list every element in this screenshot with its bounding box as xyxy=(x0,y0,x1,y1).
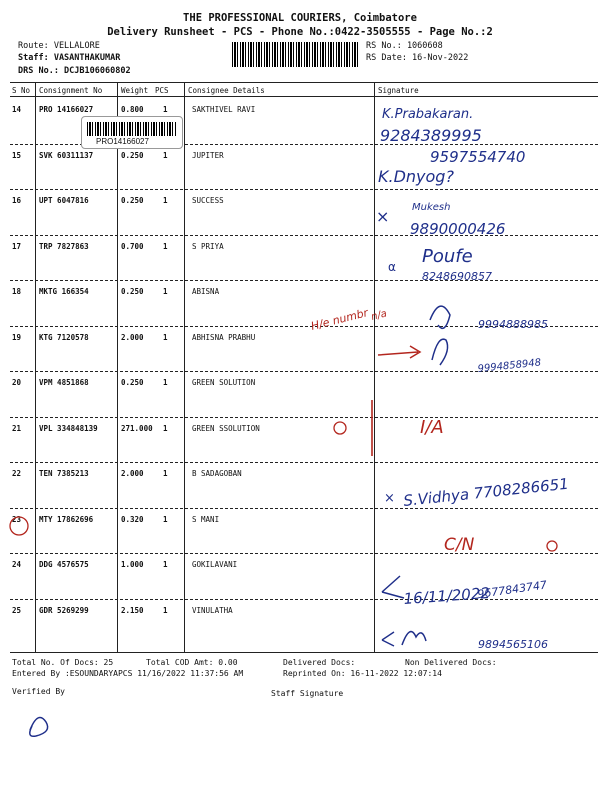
row-sno: 24 xyxy=(12,560,22,569)
row-consignment: TEN 7385213 xyxy=(39,469,89,478)
row-consignee: GOKILAVANI xyxy=(192,560,238,569)
row-consignee: JUPITER xyxy=(192,150,224,160)
row-pcs: 1 xyxy=(163,378,168,387)
hw-row22-cross: × xyxy=(384,491,395,506)
entered-by: Entered By :ESOUNDARYAPCS 11/16/2022 11:37:56 AM xyxy=(12,669,244,678)
hw-row24-phone: 9677843747 xyxy=(476,578,548,601)
hw-row24-mark xyxy=(382,576,404,598)
row-weight: 0.320 xyxy=(121,514,144,524)
hw-alpha-mark: α xyxy=(388,260,396,274)
row-pcs: 1 xyxy=(163,332,168,342)
row-consignment: KTG 7120578 xyxy=(39,332,89,342)
hw-row17-sign: Poufe xyxy=(422,246,473,267)
verified-by-label: Verified By xyxy=(12,687,65,696)
row-consignee: B SADAGOBAN xyxy=(192,469,242,478)
row-weight: 271.000 xyxy=(121,423,153,433)
total-cod: Total COD Amt: 0.00 xyxy=(146,658,238,667)
hw-row18-scribble xyxy=(430,306,450,328)
row-pcs: 1 xyxy=(163,514,168,524)
hw-red-circle-mark xyxy=(547,541,557,551)
row-sno: 20 xyxy=(12,378,22,387)
row-pcs: 1 xyxy=(163,560,168,569)
company-title: THE PROFESSIONAL COURIERS, Coimbatore xyxy=(183,12,417,24)
row-consignment: SVK 60311137 xyxy=(39,150,94,160)
row-pcs: 1 xyxy=(163,105,168,114)
delivered-docs: Delivered Docs: xyxy=(283,658,356,667)
row-sno: 17 xyxy=(12,241,22,251)
hw-row23-circle xyxy=(10,514,28,535)
row-consignee: S MANI xyxy=(192,514,220,524)
row-consignment: UPT 6047816 xyxy=(39,196,89,205)
hw-row19-sign xyxy=(432,339,448,365)
hw-row21-note: I/A xyxy=(420,417,444,438)
reprinted-on: Reprinted On: 16-11-2022 12:07:14 xyxy=(283,669,442,678)
row-consignment: MKTG 166354 xyxy=(39,287,89,296)
staff-signature-label: Staff Signature xyxy=(271,689,344,698)
row-pcs: 1 xyxy=(163,605,168,615)
row-consignee: GREEN SSOLUTION xyxy=(192,423,260,433)
col-sno: S No xyxy=(12,86,31,95)
table-bottom-rule xyxy=(10,652,598,653)
rs-number: RS No.: 1060608 xyxy=(366,41,443,51)
row-weight: 2.000 xyxy=(121,469,144,478)
row-pcs: 1 xyxy=(163,196,168,205)
row-weight: 1.000 xyxy=(121,560,144,569)
hw-row24-date: 16/11/2022 xyxy=(403,584,491,608)
row-consignment: PRO 14166027 xyxy=(39,105,94,114)
hw-row19-phone-a: 9994888985 xyxy=(478,318,548,331)
row-weight: 2.150 xyxy=(121,605,144,615)
runsheet-subtitle: Delivery Runsheet - PCS - Phone No.:0422-3505555 - Page No.:2 xyxy=(107,26,493,38)
row-weight: 0.700 xyxy=(121,241,144,251)
row-sno: 16 xyxy=(12,196,22,205)
row-consignment: GDR 5269299 xyxy=(39,605,89,615)
hw-row22-sign: S.Vidhya 7708286651 xyxy=(402,474,570,510)
row-consignee: S PRIYA xyxy=(192,241,224,251)
row-consignment: VPL 334848139 xyxy=(39,423,98,433)
row-consignee: VINULATHA xyxy=(192,605,233,615)
row-consignee: SUCCESS xyxy=(192,196,224,205)
row-sno: 18 xyxy=(12,287,22,296)
hw-cross-mark: × xyxy=(376,207,390,226)
row-sno: 23 xyxy=(12,514,22,524)
row-consignee: ABHISNA PRABHU xyxy=(192,332,256,342)
row-consignee: ABISNA xyxy=(192,287,220,296)
row-weight: 2.000 xyxy=(121,332,144,342)
verified-by-signature xyxy=(30,718,48,737)
row-consignment: TRP 7827863 xyxy=(39,241,89,251)
hw-row16-phone: 9890000426 xyxy=(410,220,506,238)
hw-red-circle-mark xyxy=(334,422,346,434)
hw-row25-mark xyxy=(382,632,394,646)
row-weight: 0.250 xyxy=(121,196,144,205)
hw-row17-phone: 8248690857 xyxy=(422,270,492,283)
row-sno: 25 xyxy=(12,605,22,615)
col-signature: Signature xyxy=(378,86,419,95)
row-consignment: VPM 4851868 xyxy=(39,378,89,387)
sticker-label: PRO14166027 xyxy=(96,137,149,146)
route-label: Route: VELLALORE xyxy=(18,41,100,51)
row-weight: 0.250 xyxy=(121,378,144,387)
row-sno: 22 xyxy=(12,469,22,478)
row-weight: 0.800 xyxy=(121,105,144,114)
rs-date: RS Date: 16-Nov-2022 xyxy=(366,53,469,63)
hw-arrow xyxy=(378,346,420,358)
col-consignment: Consignment No xyxy=(39,86,103,95)
hw-row16-name: Mukesh xyxy=(412,202,451,213)
row-weight: 0.250 xyxy=(121,150,144,160)
row-consignment: MTY 17862696 xyxy=(39,514,94,524)
row-pcs: 1 xyxy=(163,287,168,296)
row-consignee: SAKTHIVEL RAVI xyxy=(192,105,256,114)
row-sno: 14 xyxy=(12,105,22,114)
hw-row14-phone: 9284389995 xyxy=(380,126,482,145)
hw-row18-note: H/e numbr xyxy=(309,306,370,333)
col-pcs: PCS xyxy=(155,86,169,95)
drs-number: DRS No.: DCJB106060802 xyxy=(18,66,131,76)
row-sno: 21 xyxy=(12,423,22,433)
row-pcs: 1 xyxy=(163,423,168,433)
hw-row23-note: C/N xyxy=(444,535,475,555)
col-consignee: Consignee Details xyxy=(188,86,265,95)
row-weight: 0.250 xyxy=(121,287,144,296)
row-sno: 15 xyxy=(12,150,22,160)
row-pcs: 1 xyxy=(163,469,168,478)
hw-row14-name: K.Prabakaran. xyxy=(382,107,474,122)
col-weight: Weight xyxy=(121,86,149,95)
row-consignee: GREEN SOLUTION xyxy=(192,378,256,387)
row-pcs: 1 xyxy=(163,241,168,251)
row-consignment: DDG 4576575 xyxy=(39,560,89,569)
row-sno: 19 xyxy=(12,332,22,342)
hw-row25-sign xyxy=(402,632,426,645)
hw-row19-phone-b: 9994858948 xyxy=(477,357,542,375)
hw-row18-na: n/a xyxy=(370,308,389,323)
hw-row25-phone: 9894565106 xyxy=(478,638,548,651)
row-pcs: 1 xyxy=(163,150,168,160)
hw-row15-phone: 9597554740 xyxy=(430,148,526,166)
non-delivered-docs: Non Delivered Docs: xyxy=(405,658,497,667)
staff-label: Staff: VASANTHAKUMAR xyxy=(18,53,121,63)
total-docs: Total No. Of Docs: 25 xyxy=(12,658,114,667)
hw-row15-name: K.Dnyog? xyxy=(378,167,454,186)
